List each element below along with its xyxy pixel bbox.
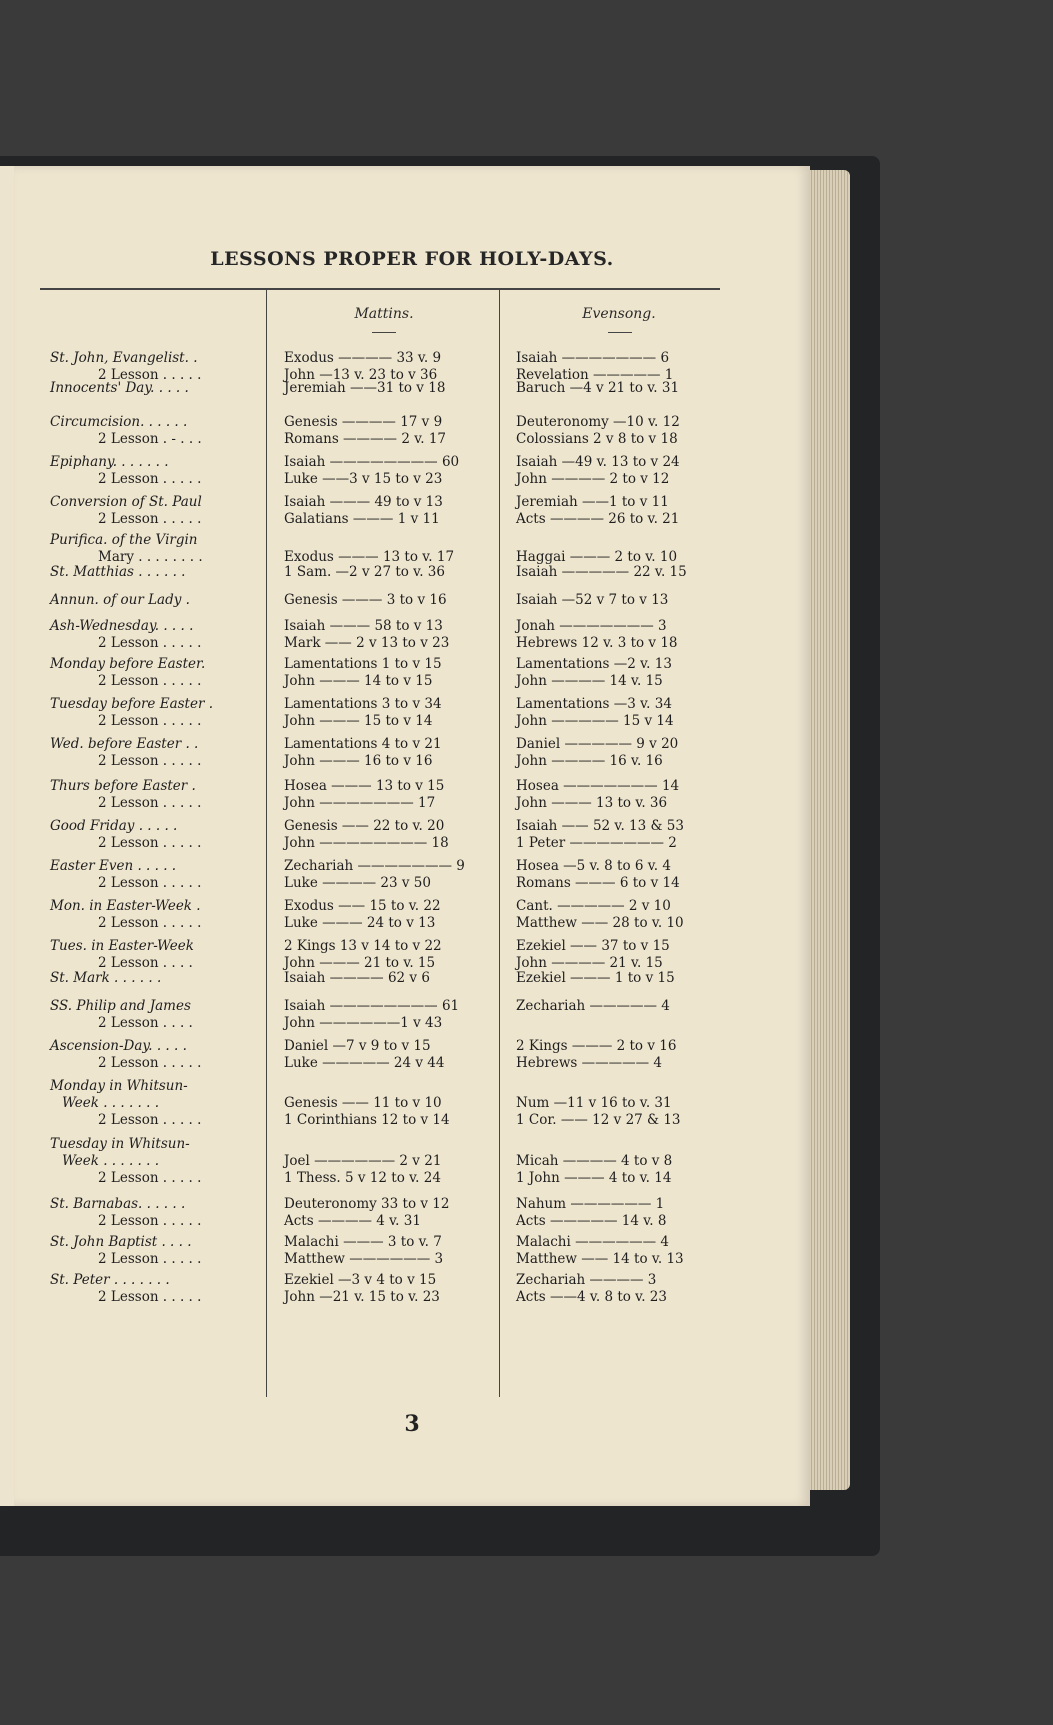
mattins-line: Genesis ——— 3 to v 16 [284, 592, 447, 608]
mattins-cell [284, 998, 494, 1032]
evensong-line: John ————— 15 v 14 [516, 713, 674, 729]
holy-day-cell [50, 818, 262, 852]
mattins-cell [284, 618, 494, 652]
mattins-line: John —21 v. 15 to v. 23 [284, 1289, 440, 1305]
holy-day-cell [50, 898, 262, 932]
day-line: Thurs before Easter . [50, 778, 196, 794]
mattins-line: Luke ———— 23 v 50 [284, 875, 431, 891]
day-line: Monday before Easter. [50, 656, 206, 672]
evensong-line: Colossians 2 v 8 to v 18 [516, 431, 678, 447]
mattins-cell [284, 818, 494, 852]
mattins-line: Joel —————— 2 v 21 [284, 1153, 442, 1169]
mattins-line: Genesis —— 11 to v 10 [284, 1095, 442, 1111]
mattins-line: 1 Sam. —2 v 27 to v. 36 [284, 564, 445, 580]
evensong-line: Malachi —————— 4 [516, 1234, 669, 1250]
mattins-line: Romans ———— 2 v. 17 [284, 431, 447, 447]
evensong-line: 1 Peter ——————— 2 [516, 835, 677, 851]
day-line: Easter Even . . . . . [50, 858, 177, 874]
day-line: St. Peter . . . . . . . [50, 1272, 170, 1288]
day-line: Wed. before Easter . . [50, 736, 199, 752]
mattins-cell [284, 858, 494, 892]
holy-day-cell [50, 592, 262, 609]
day-line: 2 Lesson . . . . [98, 955, 193, 971]
evensong-cell [516, 998, 746, 1032]
mattins-line: Matthew —————— 3 [284, 1251, 444, 1267]
evensong-cell [516, 778, 746, 812]
holy-day-cell [50, 1272, 262, 1306]
evensong-line: Romans ——— 6 to v 14 [516, 875, 680, 891]
day-line: 2 Lesson . . . . . [98, 367, 202, 383]
day-line: Good Friday . . . . . [50, 818, 178, 834]
mattins-cell [284, 736, 494, 770]
mattins-line: Acts ———— 4 v. 31 [284, 1213, 421, 1229]
evensong-line: Hosea ——————— 14 [516, 778, 680, 794]
evensong-line: Isaiah —— 52 v. 13 & 53 [516, 818, 684, 834]
evensong-line: 2 Kings ——— 2 to v 16 [516, 1038, 677, 1054]
mattins-line: Galatians ——— 1 v 11 [284, 511, 440, 527]
mattins-cell [284, 778, 494, 812]
evensong-cell [516, 858, 746, 892]
evensong-line: Lamentations —3 v. 34 [516, 696, 672, 712]
evensong-cell [516, 380, 746, 397]
mattins-line: Isaiah ———— 62 v 6 [284, 970, 430, 986]
evensong-heading-dash [608, 332, 632, 333]
evensong-cell [516, 656, 746, 690]
day-line: St. John Baptist . . . . [50, 1234, 192, 1250]
day-line: St. Mark . . . . . . [50, 970, 162, 986]
mattins-cell [284, 938, 494, 972]
mattins-line: Deuteronomy 33 to v 12 [284, 1196, 450, 1212]
evensong-line: Acts ————— 14 v. 8 [516, 1213, 667, 1229]
day-line: Mary . . . . . . . . [98, 549, 203, 565]
evensong-cell [516, 618, 746, 652]
evensong-cell [516, 564, 746, 581]
day-line: 2 Lesson . . . . . [98, 635, 202, 651]
evensong-cell [516, 818, 746, 852]
mattins-line: 1 Corinthians 12 to v 14 [284, 1112, 450, 1128]
day-line: Tuesday in Whitsun- [50, 1136, 190, 1152]
mattins-cell [284, 696, 494, 730]
holy-day-cell [50, 1136, 262, 1187]
mattins-cell [284, 454, 494, 488]
day-line: Conversion of St. Paul [50, 494, 202, 510]
mattins-cell [284, 592, 494, 609]
mattins-line: John ——————— 17 [284, 795, 436, 811]
holy-day-cell [50, 1038, 262, 1072]
evensong-cell [516, 1196, 746, 1230]
page-title: LESSONS PROPER FOR HOLY-DAYS. [210, 248, 614, 270]
mattins-line: Mark —— 2 v 13 to v 23 [284, 635, 450, 651]
mattins-cell [284, 970, 494, 987]
mattins-line [284, 1078, 494, 1095]
holy-day-cell [50, 656, 262, 690]
day-line: Circumcision. . . . . . [50, 414, 188, 430]
mattins-line: Lamentations 4 to v 21 [284, 736, 442, 752]
evensong-cell [516, 532, 746, 566]
day-line: 2 Lesson . . . . . [98, 1251, 202, 1267]
holy-day-cell [50, 1078, 262, 1129]
evensong-line: John ———— 21 v. 15 [516, 955, 663, 971]
mattins-line: Ezekiel —3 v 4 to v 15 [284, 1272, 437, 1288]
day-line: 2 Lesson . . . . . [98, 471, 202, 487]
evensong-line: Isaiah —49 v. 13 to v 24 [516, 454, 680, 470]
mattins-line: John ——— 21 to v. 15 [284, 955, 436, 971]
evensong-heading: Evensong. [582, 306, 656, 322]
mattins-line [284, 532, 494, 549]
evensong-line: Hebrews ————— 4 [516, 1055, 663, 1071]
mattins-line: 1 Thess. 5 v 12 to v. 24 [284, 1170, 441, 1186]
mattins-line [284, 1136, 494, 1153]
mattins-heading: Mattins. [354, 306, 414, 322]
day-line: 2 Lesson . . . . . [98, 1055, 202, 1071]
evensong-line: Revelation ————— 1 [516, 367, 674, 383]
day-line: Week . . . . . . . [62, 1153, 160, 1169]
holy-day-cell [50, 1196, 262, 1230]
day-line: 2 Lesson . . . . . [98, 875, 202, 891]
mattins-cell [284, 414, 494, 448]
book-page [14, 166, 810, 1506]
evensong-line: John ———— 16 v. 16 [516, 753, 663, 769]
evensong-line: Matthew —— 28 to v. 10 [516, 915, 684, 931]
holy-day-cell [50, 532, 262, 566]
evensong-cell [516, 494, 746, 528]
evensong-line: Isaiah —52 v 7 to v 13 [516, 592, 669, 608]
mattins-cell [284, 494, 494, 528]
evensong-cell [516, 454, 746, 488]
holy-day-cell [50, 938, 262, 972]
day-line: Annun. of our Lady . [50, 592, 190, 608]
holy-day-cell [50, 696, 262, 730]
evensong-cell [516, 592, 746, 609]
holy-day-cell [50, 350, 262, 384]
evensong-line: Cant. ————— 2 v 10 [516, 898, 671, 914]
evensong-cell [516, 736, 746, 770]
mattins-cell [284, 380, 494, 397]
holy-day-cell [50, 414, 262, 448]
day-line: 2 Lesson . . . . . [98, 1213, 202, 1229]
mattins-line: Isaiah ———————— 60 [284, 454, 460, 470]
page-number: 3 [404, 1411, 420, 1437]
day-line: St. Matthias . . . . . . [50, 564, 186, 580]
mattins-cell [284, 1038, 494, 1072]
day-line: Ash-Wednesday. . . . . [50, 618, 194, 634]
evensong-cell [516, 1234, 746, 1268]
evensong-line: John ———— 14 v. 15 [516, 673, 663, 689]
evensong-cell [516, 970, 746, 987]
evensong-cell [516, 1078, 746, 1129]
mattins-cell [284, 1078, 494, 1129]
mattins-cell [284, 656, 494, 690]
day-line: Ascension-Day. . . . . [50, 1038, 187, 1054]
mattins-cell [284, 1196, 494, 1230]
mattins-cell [284, 898, 494, 932]
day-line: Purifica. of the Virgin [50, 532, 198, 548]
mattins-cell [284, 1272, 494, 1306]
evensong-line: Isaiah ——————— 6 [516, 350, 670, 366]
day-line: Tues. in Easter-Week [50, 938, 194, 954]
mattins-line: Zechariah ——————— 9 [284, 858, 465, 874]
day-line: Innocents' Day. . . . . [50, 380, 189, 396]
holy-day-cell [50, 998, 262, 1032]
mattins-cell [284, 1234, 494, 1268]
evensong-line [516, 1015, 746, 1032]
day-line: 2 Lesson . . . . . [98, 1170, 202, 1186]
holy-day-cell [50, 858, 262, 892]
mattins-line: John —13 v. 23 to v 36 [284, 367, 438, 383]
evensong-line [516, 1078, 746, 1095]
holy-day-cell [50, 494, 262, 528]
evensong-line: John ———— 2 to v 12 [516, 471, 670, 487]
day-line: 2 Lesson . - . . . [98, 431, 202, 447]
holy-day-cell [50, 736, 262, 770]
evensong-line: Micah ———— 4 to v 8 [516, 1153, 673, 1169]
holy-day-cell [50, 1234, 262, 1268]
evensong-line: Baruch —4 v 21 to v. 31 [516, 380, 680, 396]
holy-day-cell [50, 564, 262, 581]
mattins-line: Genesis —— 22 to v. 20 [284, 818, 445, 834]
column-divider-left [266, 290, 267, 1397]
mattins-line: Isaiah ——— 58 to v 13 [284, 618, 443, 634]
evensong-line: Hebrews 12 v. 3 to v 18 [516, 635, 678, 651]
evensong-line: Ezekiel ——— 1 to v 15 [516, 970, 675, 986]
holy-day-cell [50, 454, 262, 488]
mattins-line: Jeremiah ——31 to v 18 [284, 380, 446, 396]
mattins-line: Isaiah ——— 49 to v 13 [284, 494, 443, 510]
title-rule [40, 288, 720, 290]
column-divider-right [499, 290, 500, 1397]
mattins-line: Exodus ——— 13 to v. 17 [284, 549, 455, 565]
evensong-line: Num —11 v 16 to v. 31 [516, 1095, 672, 1111]
mattins-line: John ——— 14 to v 15 [284, 673, 433, 689]
evensong-line: Haggai ——— 2 to v. 10 [516, 549, 678, 565]
evensong-cell [516, 1136, 746, 1187]
mattins-line: Isaiah ———————— 61 [284, 998, 460, 1014]
mattins-line: John ——————1 v 43 [284, 1015, 443, 1031]
mattins-cell [284, 1136, 494, 1187]
mattins-line: Lamentations 3 to v 34 [284, 696, 442, 712]
mattins-line: Hosea ——— 13 to v 15 [284, 778, 445, 794]
day-line: Monday in Whitsun- [50, 1078, 188, 1094]
mattins-line: Exodus —— 15 to v. 22 [284, 898, 441, 914]
day-line: 2 Lesson . . . . . [98, 835, 202, 851]
evensong-line: Acts ——4 v. 8 to v. 23 [516, 1289, 667, 1305]
evensong-cell [516, 1272, 746, 1306]
evensong-line: Zechariah ————— 4 [516, 998, 670, 1014]
day-line: Tuesday before Easter . [50, 696, 213, 712]
mattins-cell [284, 532, 494, 566]
evensong-line: Lamentations —2 v. 13 [516, 656, 672, 672]
day-line: St. John, Evangelist. . [50, 350, 198, 366]
day-line: St. Barnabas. . . . . . [50, 1196, 186, 1212]
day-line: 2 Lesson . . . . . [98, 1289, 202, 1305]
day-line: 2 Lesson . . . . . [98, 915, 202, 931]
day-line: SS. Philip and James [50, 998, 191, 1014]
mattins-line: Genesis ———— 17 v 9 [284, 414, 443, 430]
evensong-cell [516, 696, 746, 730]
evensong-line: Nahum —————— 1 [516, 1196, 665, 1212]
evensong-line: Ezekiel —— 37 to v 15 [516, 938, 670, 954]
evensong-line [516, 1136, 746, 1153]
day-line: 2 Lesson . . . . . [98, 673, 202, 689]
evensong-cell [516, 898, 746, 932]
day-line: Epiphany. . . . . . . [50, 454, 169, 470]
mattins-line: Lamentations 1 to v 15 [284, 656, 442, 672]
evensong-line: Jonah ——————— 3 [516, 618, 667, 634]
mattins-line: Malachi ——— 3 to v. 7 [284, 1234, 442, 1250]
holy-day-cell [50, 970, 262, 987]
evensong-cell [516, 350, 746, 384]
evensong-cell [516, 1038, 746, 1072]
holy-day-cell [50, 380, 262, 397]
mattins-line: Luke ——3 v 15 to v 23 [284, 471, 443, 487]
evensong-line: 1 John ——— 4 to v. 14 [516, 1170, 672, 1186]
mattins-line: 2 Kings 13 v 14 to v 22 [284, 938, 442, 954]
evensong-line: Jeremiah ——1 to v 11 [516, 494, 669, 510]
evensong-cell [516, 414, 746, 448]
evensong-line: Daniel ————— 9 v 20 [516, 736, 679, 752]
day-line: Week . . . . . . . [62, 1095, 160, 1111]
day-line: 2 Lesson . . . . . [98, 795, 202, 811]
evensong-line: Matthew —— 14 to v. 13 [516, 1251, 684, 1267]
mattins-line: John ——— 16 to v 16 [284, 753, 433, 769]
mattins-line: Luke ——— 24 to v 13 [284, 915, 436, 931]
evensong-line: Zechariah ———— 3 [516, 1272, 657, 1288]
mattins-line: Luke ————— 24 v 44 [284, 1055, 445, 1071]
day-line: 2 Lesson . . . . . [98, 511, 202, 527]
mattins-line: Exodus ———— 33 v. 9 [284, 350, 442, 366]
mattins-heading-dash [372, 332, 396, 333]
evensong-line: Acts ———— 26 to v. 21 [516, 511, 680, 527]
day-line: 2 Lesson . . . . . [98, 713, 202, 729]
evensong-line: Deuteronomy —10 v. 12 [516, 414, 680, 430]
mattins-line: John ———————— 18 [284, 835, 449, 851]
evensong-cell [516, 938, 746, 972]
evensong-line [516, 532, 746, 549]
evensong-line: Isaiah ————— 22 v. 15 [516, 564, 687, 580]
day-line: 2 Lesson . . . . [98, 1015, 193, 1031]
mattins-line: John ——— 15 to v 14 [284, 713, 433, 729]
holy-day-cell [50, 618, 262, 652]
day-line: 2 Lesson . . . . . [98, 753, 202, 769]
day-line: Mon. in Easter-Week . [50, 898, 201, 914]
holy-day-cell [50, 778, 262, 812]
day-line: 2 Lesson . . . . . [98, 1112, 202, 1128]
evensong-line: John ——— 13 to v. 36 [516, 795, 668, 811]
evensong-line: Hosea —5 v. 8 to 6 v. 4 [516, 858, 671, 874]
evensong-line: 1 Cor. —— 12 v 27 & 13 [516, 1112, 681, 1128]
mattins-cell [284, 564, 494, 581]
mattins-cell [284, 350, 494, 384]
mattins-line: Daniel —7 v 9 to v 15 [284, 1038, 431, 1054]
